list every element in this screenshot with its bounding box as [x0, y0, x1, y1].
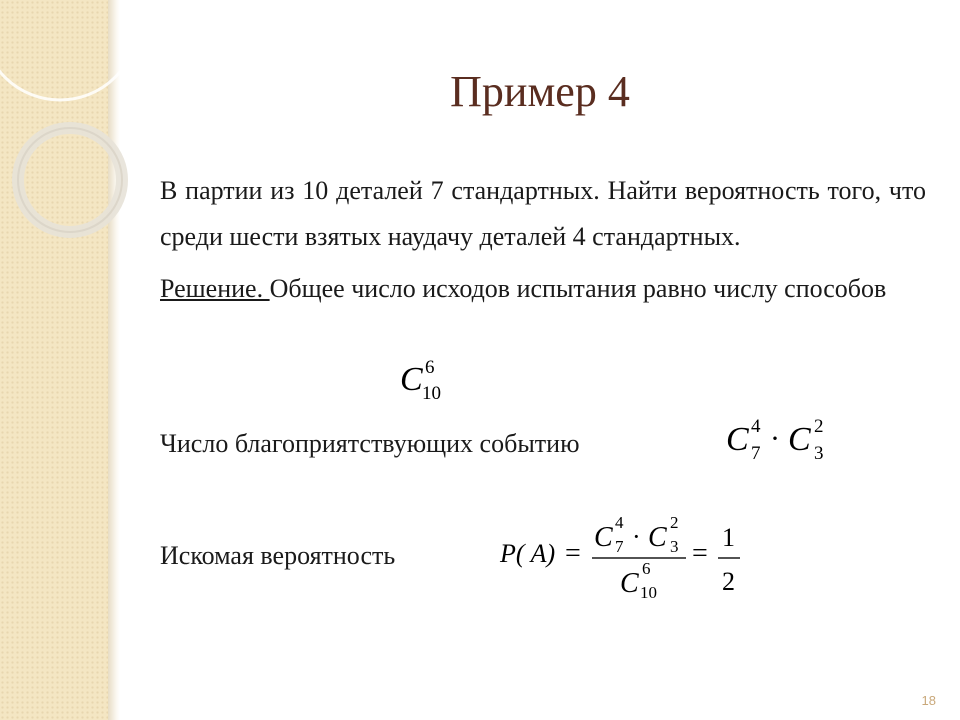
formula-sub: 10: [640, 583, 657, 602]
formula-letter: C: [726, 421, 749, 458]
favorable-outcomes-formula: [724, 414, 844, 466]
formula-sub: 7: [615, 537, 624, 556]
slide-content: [160, 168, 926, 312]
formula-dot: ·: [770, 422, 780, 455]
formula-letter: C: [788, 421, 811, 458]
probability-line: Искомая вероятность: [160, 541, 396, 570]
formula-letter: C: [648, 522, 667, 553]
formula-sup: 4: [615, 513, 624, 532]
problem-statement: В партии из 10 деталей 7 стандартных. Найти вероятность того, что среди шести взятых наудачу деталей 4 стандартных.: [160, 176, 926, 251]
decorative-rings: [0, 0, 130, 300]
equals-sign: =: [565, 538, 581, 569]
formula-sub: 10: [422, 383, 441, 404]
probability-formula: [500, 508, 750, 608]
formula-letter: C: [594, 522, 613, 553]
result-denominator: 2: [722, 567, 735, 596]
formula-sup: 4: [751, 416, 761, 437]
formula-letter: C: [620, 568, 639, 599]
total-outcomes-formula: [398, 356, 458, 404]
page-number: 18: [921, 693, 936, 708]
solution-label: Решение.: [160, 274, 270, 303]
equals-sign: =: [692, 538, 708, 569]
slide-title: Пример 4: [450, 67, 630, 116]
formula-sub: 7: [751, 443, 761, 464]
solution-paragraph: [160, 266, 926, 312]
favorable-line: Число благоприятствующих событию: [160, 429, 580, 458]
result-numerator: 1: [722, 523, 735, 552]
probability-lhs: P( A): [500, 539, 556, 568]
formula-sup: 2: [670, 513, 679, 532]
formula-sub: 3: [670, 537, 679, 556]
formula-letter: C: [400, 361, 423, 398]
formula-sub: 3: [814, 443, 824, 464]
formula-dot: ·: [632, 522, 641, 551]
formula-sup: 6: [425, 357, 435, 378]
solution-text: Общее число исходов испытания равно числу способов: [269, 274, 887, 303]
formula-sup: 2: [814, 416, 824, 437]
formula-sup: 6: [642, 559, 651, 578]
